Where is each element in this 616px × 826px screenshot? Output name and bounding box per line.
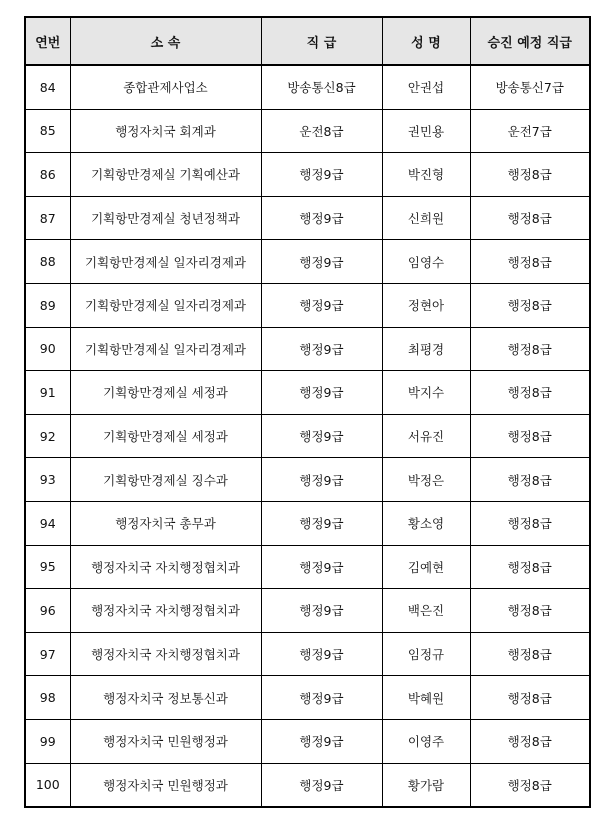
- cell-promotion-grade: 행정8급: [470, 327, 590, 371]
- header-department: 소 속: [70, 17, 261, 65]
- table-row: [25, 109, 590, 153]
- table-header-row: [25, 17, 590, 65]
- table-row: [25, 763, 590, 807]
- cell-promotion-grade: 행정8급: [470, 501, 590, 545]
- cell-promotion-grade: 행정8급: [470, 719, 590, 763]
- table-row: [25, 589, 590, 633]
- promotion-list-table: [24, 16, 591, 808]
- cell-grade: 행정9급: [261, 153, 382, 197]
- cell-promotion-grade: 행정8급: [470, 676, 590, 720]
- cell-promotion-grade: 운전7급: [470, 109, 590, 153]
- cell-name: 황가람: [382, 763, 470, 807]
- cell-serial-number: 92: [25, 414, 70, 458]
- cell-promotion-grade: 행정8급: [470, 589, 590, 633]
- cell-department: 기획항만경제실 세정과: [70, 414, 261, 458]
- cell-serial-number: 100: [25, 763, 70, 807]
- table-row: [25, 414, 590, 458]
- cell-name: 박지수: [382, 371, 470, 415]
- cell-name: 박진형: [382, 153, 470, 197]
- cell-promotion-grade: 행정8급: [470, 763, 590, 807]
- table-row: [25, 676, 590, 720]
- cell-department: 행정자치국 민원행정과: [70, 763, 261, 807]
- table-row: [25, 501, 590, 545]
- cell-serial-number: 85: [25, 109, 70, 153]
- header-name: 성 명: [382, 17, 470, 65]
- cell-grade: 행정9급: [261, 414, 382, 458]
- cell-grade: 행정9급: [261, 458, 382, 502]
- cell-serial-number: 99: [25, 719, 70, 763]
- table-row: [25, 371, 590, 415]
- cell-department: 행정자치국 민원행정과: [70, 719, 261, 763]
- cell-promotion-grade: 방송통신7급: [470, 65, 590, 109]
- cell-name: 신희원: [382, 196, 470, 240]
- cell-grade: 행정9급: [261, 327, 382, 371]
- cell-name: 박정은: [382, 458, 470, 502]
- cell-name: 이영주: [382, 719, 470, 763]
- cell-serial-number: 94: [25, 501, 70, 545]
- cell-promotion-grade: 행정8급: [470, 545, 590, 589]
- cell-department: 행정자치국 자치행정협치과: [70, 545, 261, 589]
- cell-serial-number: 87: [25, 196, 70, 240]
- cell-promotion-grade: 행정8급: [470, 414, 590, 458]
- table-row: [25, 196, 590, 240]
- cell-department: 행정자치국 자치행정협치과: [70, 632, 261, 676]
- cell-name: 권민용: [382, 109, 470, 153]
- cell-department: 기획항만경제실 일자리경제과: [70, 283, 261, 327]
- cell-serial-number: 93: [25, 458, 70, 502]
- cell-department: 기획항만경제실 일자리경제과: [70, 240, 261, 284]
- cell-department: 행정자치국 총무과: [70, 501, 261, 545]
- cell-serial-number: 86: [25, 153, 70, 197]
- cell-promotion-grade: 행정8급: [470, 632, 590, 676]
- cell-promotion-grade: 행정8급: [470, 153, 590, 197]
- cell-name: 안권섭: [382, 65, 470, 109]
- cell-serial-number: 88: [25, 240, 70, 284]
- cell-name: 임영수: [382, 240, 470, 284]
- cell-promotion-grade: 행정8급: [470, 240, 590, 284]
- cell-promotion-grade: 행정8급: [470, 196, 590, 240]
- cell-serial-number: 90: [25, 327, 70, 371]
- table-row: [25, 240, 590, 284]
- cell-name: 최평경: [382, 327, 470, 371]
- table-body: [25, 65, 590, 807]
- cell-name: 백은진: [382, 589, 470, 633]
- cell-name: 임정규: [382, 632, 470, 676]
- cell-name: 김예현: [382, 545, 470, 589]
- cell-grade: 행정9급: [261, 371, 382, 415]
- cell-serial-number: 95: [25, 545, 70, 589]
- header-promotion-grade: 승진 예정 직급: [470, 17, 590, 65]
- cell-department: 행정자치국 자치행정협치과: [70, 589, 261, 633]
- cell-department: 행정자치국 정보통신과: [70, 676, 261, 720]
- cell-serial-number: 89: [25, 283, 70, 327]
- table-row: [25, 65, 590, 109]
- table-row: [25, 632, 590, 676]
- header-serial-number: 연번: [25, 17, 70, 65]
- cell-department: 기획항만경제실 일자리경제과: [70, 327, 261, 371]
- cell-grade: 행정9급: [261, 589, 382, 633]
- cell-name: 정현아: [382, 283, 470, 327]
- cell-serial-number: 98: [25, 676, 70, 720]
- cell-promotion-grade: 행정8급: [470, 458, 590, 502]
- cell-grade: 행정9급: [261, 763, 382, 807]
- cell-promotion-grade: 행정8급: [470, 283, 590, 327]
- cell-grade: 운전8급: [261, 109, 382, 153]
- table-row: [25, 153, 590, 197]
- table-row: [25, 327, 590, 371]
- cell-department: 기획항만경제실 기획예산과: [70, 153, 261, 197]
- cell-department: 행정자치국 회계과: [70, 109, 261, 153]
- cell-name: 서유진: [382, 414, 470, 458]
- cell-grade: 행정9급: [261, 283, 382, 327]
- cell-grade: 행정9급: [261, 545, 382, 589]
- cell-promotion-grade: 행정8급: [470, 371, 590, 415]
- cell-grade: 행정9급: [261, 632, 382, 676]
- cell-grade: 행정9급: [261, 501, 382, 545]
- cell-serial-number: 84: [25, 65, 70, 109]
- table-row: [25, 458, 590, 502]
- cell-department: 기획항만경제실 세정과: [70, 371, 261, 415]
- cell-grade: 행정9급: [261, 240, 382, 284]
- header-grade: 직 급: [261, 17, 382, 65]
- cell-grade: 방송통신8급: [261, 65, 382, 109]
- cell-department: 종합관제사업소: [70, 65, 261, 109]
- cell-department: 기획항만경제실 청년정책과: [70, 196, 261, 240]
- cell-serial-number: 96: [25, 589, 70, 633]
- cell-grade: 행정9급: [261, 196, 382, 240]
- cell-name: 황소영: [382, 501, 470, 545]
- table-row: [25, 545, 590, 589]
- cell-grade: 행정9급: [261, 719, 382, 763]
- cell-name: 박혜원: [382, 676, 470, 720]
- cell-serial-number: 97: [25, 632, 70, 676]
- table-row: [25, 719, 590, 763]
- table-row: [25, 283, 590, 327]
- cell-department: 기획항만경제실 징수과: [70, 458, 261, 502]
- cell-grade: 행정9급: [261, 676, 382, 720]
- cell-serial-number: 91: [25, 371, 70, 415]
